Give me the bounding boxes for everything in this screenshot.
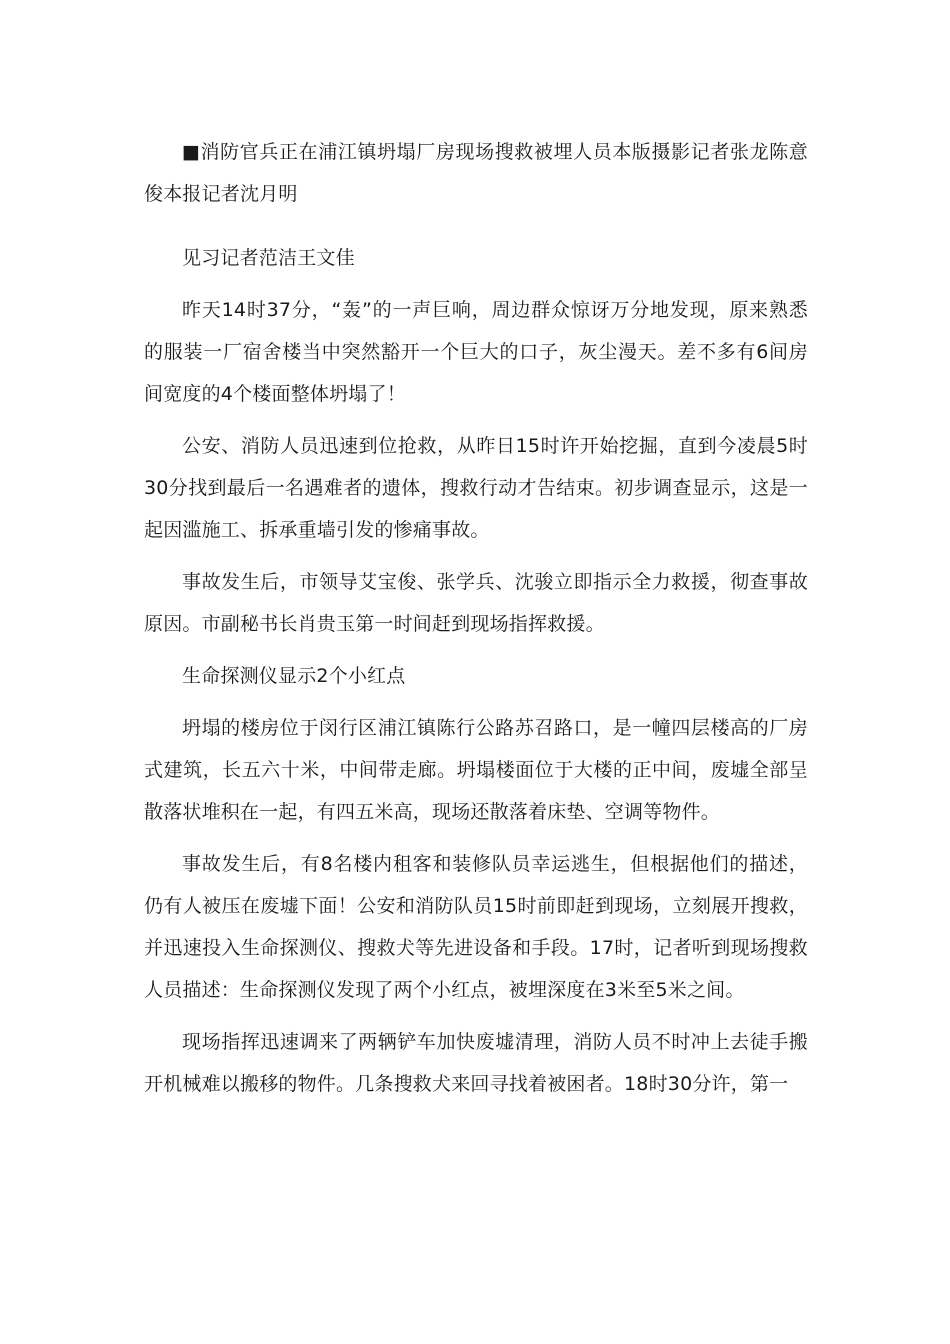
- article-paragraph: 昨天14时37分，“轰”的一声巨响，周边群众惊讶万分地发现，原来熟悉的服装一厂宿舍楼当中突然豁开一个巨大的口子，灰尘漫天。差不多有6间房间宽度的4个楼面整体坍塌了！: [144, 299, 808, 405]
- article-paragraph: 事故发生后，有8名楼内租客和装修队员幸运逃生，但根据他们的描述，仍有人被压在废墟下面！公安和消防队员15时前即赶到现场，立刻展开搜救，并迅速投入生命探测仪、搜救犬等先进设备和手段。17时，记者听到现场搜救人员描述：生命探测仪发现了两个小红点，被埋深度在3米至5米之间。: [144, 853, 808, 1001]
- section-subheading: 生命探测仪显示2个小红点: [182, 665, 406, 687]
- article-paragraph: 坍塌的楼房位于闵行区浦江镇陈行公路苏召路口，是一幢四层楼高的厂房式建筑，长五六十米，中间带走廊。坍塌楼面位于大楼的正中间，废墟全部呈散落状堆积在一起，有四五米高，现场还散落着床垫、空调等物件。: [144, 717, 808, 823]
- byline-paragraph: 见习记者范洁王文佳: [182, 247, 355, 269]
- article-paragraph: 现场指挥迅速调来了两辆铲车加快废墟清理，消防人员不时冲上去徒手搬开机械难以搬移的物件。几条搜救犬来回寻找着被困者。18时30分许，第一: [144, 1031, 808, 1095]
- article-paragraph: 事故发生后，市领导艾宝俊、张学兵、沈骏立即指示全力救援，彻查事故原因。市副秘书长肖贵玉第一时间赶到现场指挥救援。: [144, 571, 808, 635]
- article-body: [144, 131, 808, 1115]
- article-paragraph: 公安、消防人员迅速到位抢救，从昨日15时许开始挖掘，直到今凌晨5时30分找到最后一名遇难者的遗体，搜救行动才告结束。初步调查显示，这是一起因滥施工、拆承重墙引发的惨痛事故。: [144, 435, 808, 541]
- photo-caption-paragraph: ■消防官兵正在浦江镇坍塌厂房现场搜救被埋人员本版摄影记者张龙陈意俊本报记者沈月明: [144, 141, 808, 205]
